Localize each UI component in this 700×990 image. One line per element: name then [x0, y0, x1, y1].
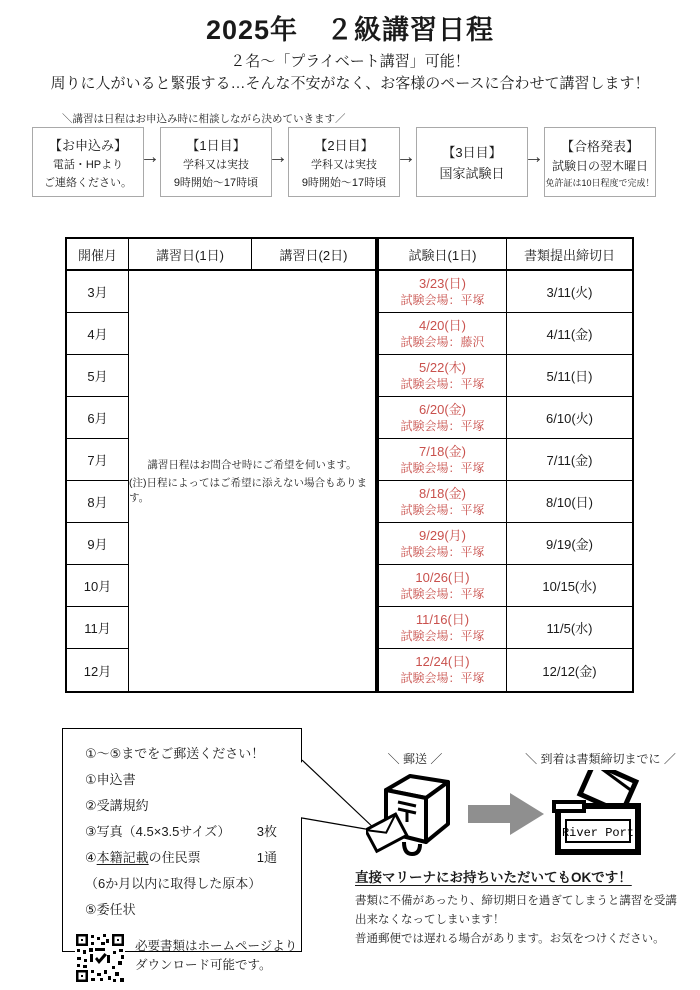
flow-step-line: 国家試験日	[439, 166, 505, 181]
month-cell: 4月	[67, 313, 129, 355]
flow-step-results	[544, 127, 656, 197]
qr-caption: 必要書類はホームページより ダウンロード可能です。	[135, 939, 298, 972]
deadline-cell: 4/11(金)	[507, 313, 632, 355]
course-dates-note-line1: 講習日程はお問合せ時にご希望を伺います。	[147, 459, 357, 471]
flow-step-title: 【1日目】	[186, 137, 246, 153]
flow-step-line: 学科又は実技	[183, 158, 249, 171]
month-cell: 7月	[67, 439, 129, 481]
page-title: 2025年 ２級講習日程	[205, 15, 495, 45]
month-cell: 9月	[67, 523, 129, 565]
exam-date-cell: 11/16(日) 試験会場：平塚	[379, 607, 507, 649]
mail-item-application: ①申込書	[85, 772, 136, 787]
column-header-month: 開催月	[67, 239, 129, 271]
deadline-cell: 6/10(火)	[507, 397, 632, 439]
flow-step-title: 【2日目】	[314, 137, 374, 153]
svg-text:River Port: River Port	[561, 826, 635, 840]
right-arrow-icon	[468, 792, 546, 836]
mail-item-photos: ③写真（4.5×3.5サイズ） 3枚	[85, 824, 277, 839]
warning-line: 出来なくなってしまいます！	[355, 914, 505, 926]
month-cell: 5月	[67, 355, 129, 397]
deadline-cell: 9/19(金)	[507, 523, 632, 565]
deadline-cell: 5/11(日)	[507, 355, 632, 397]
postbox-icon	[366, 768, 464, 858]
flow-step-line: ご連絡ください。	[44, 176, 132, 189]
warning-line: 普通郵便では遅れる場合があります。お気をつけください。	[355, 933, 665, 945]
flow-step-line: 学科又は実技	[311, 158, 377, 171]
exam-schedule-table	[377, 237, 634, 693]
deadline-cell: 7/11(金)	[507, 439, 632, 481]
flow-arrow-icon: →	[524, 146, 544, 168]
month-cell: 12月	[67, 649, 129, 691]
exam-date-cell: 4/20(日) 試験会場：藤沢	[379, 313, 507, 355]
mailing-documents-callout	[62, 728, 302, 972]
delivery-warning-block	[355, 866, 685, 949]
flow-step-line: 試験日の翌木曜日	[551, 158, 648, 173]
flow-step-day2	[288, 127, 400, 197]
flow-arrow-icon: →	[140, 146, 160, 168]
flow-arrow-icon: →	[396, 146, 416, 168]
exam-date-cell: 10/26(日) 試験会場：平塚	[379, 565, 507, 607]
course-schedule-table	[65, 237, 377, 693]
flow-note: ＼講習は日程はお申込み時に相談しながら決めていきます／	[62, 113, 346, 125]
deadline-cell: 12/12(金)	[507, 649, 632, 691]
flow-arrow-icon: →	[268, 146, 288, 168]
month-cell: 11月	[67, 607, 129, 649]
mail-items-heading: ①〜⑤までをご郵送ください！	[85, 746, 265, 761]
river-port-inbox-icon	[548, 770, 650, 858]
deadline-cell: 3/11(火)	[507, 271, 632, 313]
mail-item-residence-cert: ④ 本籍記載 の住民票 1通	[85, 850, 277, 865]
flow-step-day1	[160, 127, 272, 197]
subtitle-private-course: ２名〜「プライベート講習」可能！	[230, 53, 470, 70]
flow-step-title: 【合格発表】	[560, 138, 639, 154]
flow-step-title: 【3日目】	[442, 145, 502, 160]
column-header-deadline: 書類提出締切日	[507, 239, 632, 271]
course-dates-note-cell	[129, 271, 375, 691]
column-header-course-day1: 講習日(1日)	[129, 239, 252, 271]
month-cell: 10月	[67, 565, 129, 607]
deadline-cell: 11/5(水)	[507, 607, 632, 649]
exam-date-cell: 6/20(金) 試験会場：平塚	[379, 397, 507, 439]
mail-item-residence-cert-note: （6か月以内に取得した原本）	[85, 876, 262, 891]
flow-step-line: 電話・HPより	[52, 158, 124, 171]
exam-date-cell: 8/18(金) 試験会場：平塚	[379, 481, 507, 523]
flow-step-line: 免許証は10日程度で完成！	[545, 177, 655, 188]
exam-date-cell: 12/24(日) 試験会場：平塚	[379, 649, 507, 691]
subtitle-pace: 周りに人がいると緊張する…そんな不安がなく、お客様のペースに合わせて講習します！	[50, 75, 650, 92]
warning-line: 書類に不備があったり、締切期日を過ぎてしまうと講習を受講	[355, 895, 677, 907]
column-header-course-day2: 講習日(2日)	[252, 239, 375, 271]
month-cell: 8月	[67, 481, 129, 523]
mail-label: ＼ 郵送 ／	[387, 752, 443, 766]
flow-step-title: 【お申込み】	[48, 137, 127, 153]
flow-step-day3	[416, 127, 528, 197]
exam-date-cell: 9/29(月) 試験会場：平塚	[379, 523, 507, 565]
deadline-cell: 8/10(日)	[507, 481, 632, 523]
flow-step-apply	[32, 127, 144, 197]
exam-date-cell: 7/18(金) 試験会場：平塚	[379, 439, 507, 481]
column-header-exam-day: 試験日(1日)	[379, 239, 507, 271]
mail-item-terms: ②受講規約	[85, 798, 149, 813]
flow-step-line: 9時開始〜17時頃	[301, 176, 387, 189]
mail-item-proxy: ⑤委任状	[85, 902, 136, 917]
course-dates-note-line2: (注)日程によってはご希望に添えない場合もあります。	[129, 477, 367, 504]
flow-step-line: 9時開始〜17時頃	[173, 176, 259, 189]
deadline-cell: 10/15(水)	[507, 565, 632, 607]
arrival-deadline-label: ＼ 到着は書類締切までに ／	[525, 752, 676, 766]
month-cell: 6月	[67, 397, 129, 439]
qr-code-icon	[75, 933, 125, 983]
exam-date-cell: 5/22(木) 試験会場：平塚	[379, 355, 507, 397]
month-cell: 3月	[67, 271, 129, 313]
exam-date-cell: 3/23(日) 試験会場：平塚	[379, 271, 507, 313]
direct-dropoff-note: 直接マリーナにお持ちいただいてもOKです！	[355, 870, 632, 885]
